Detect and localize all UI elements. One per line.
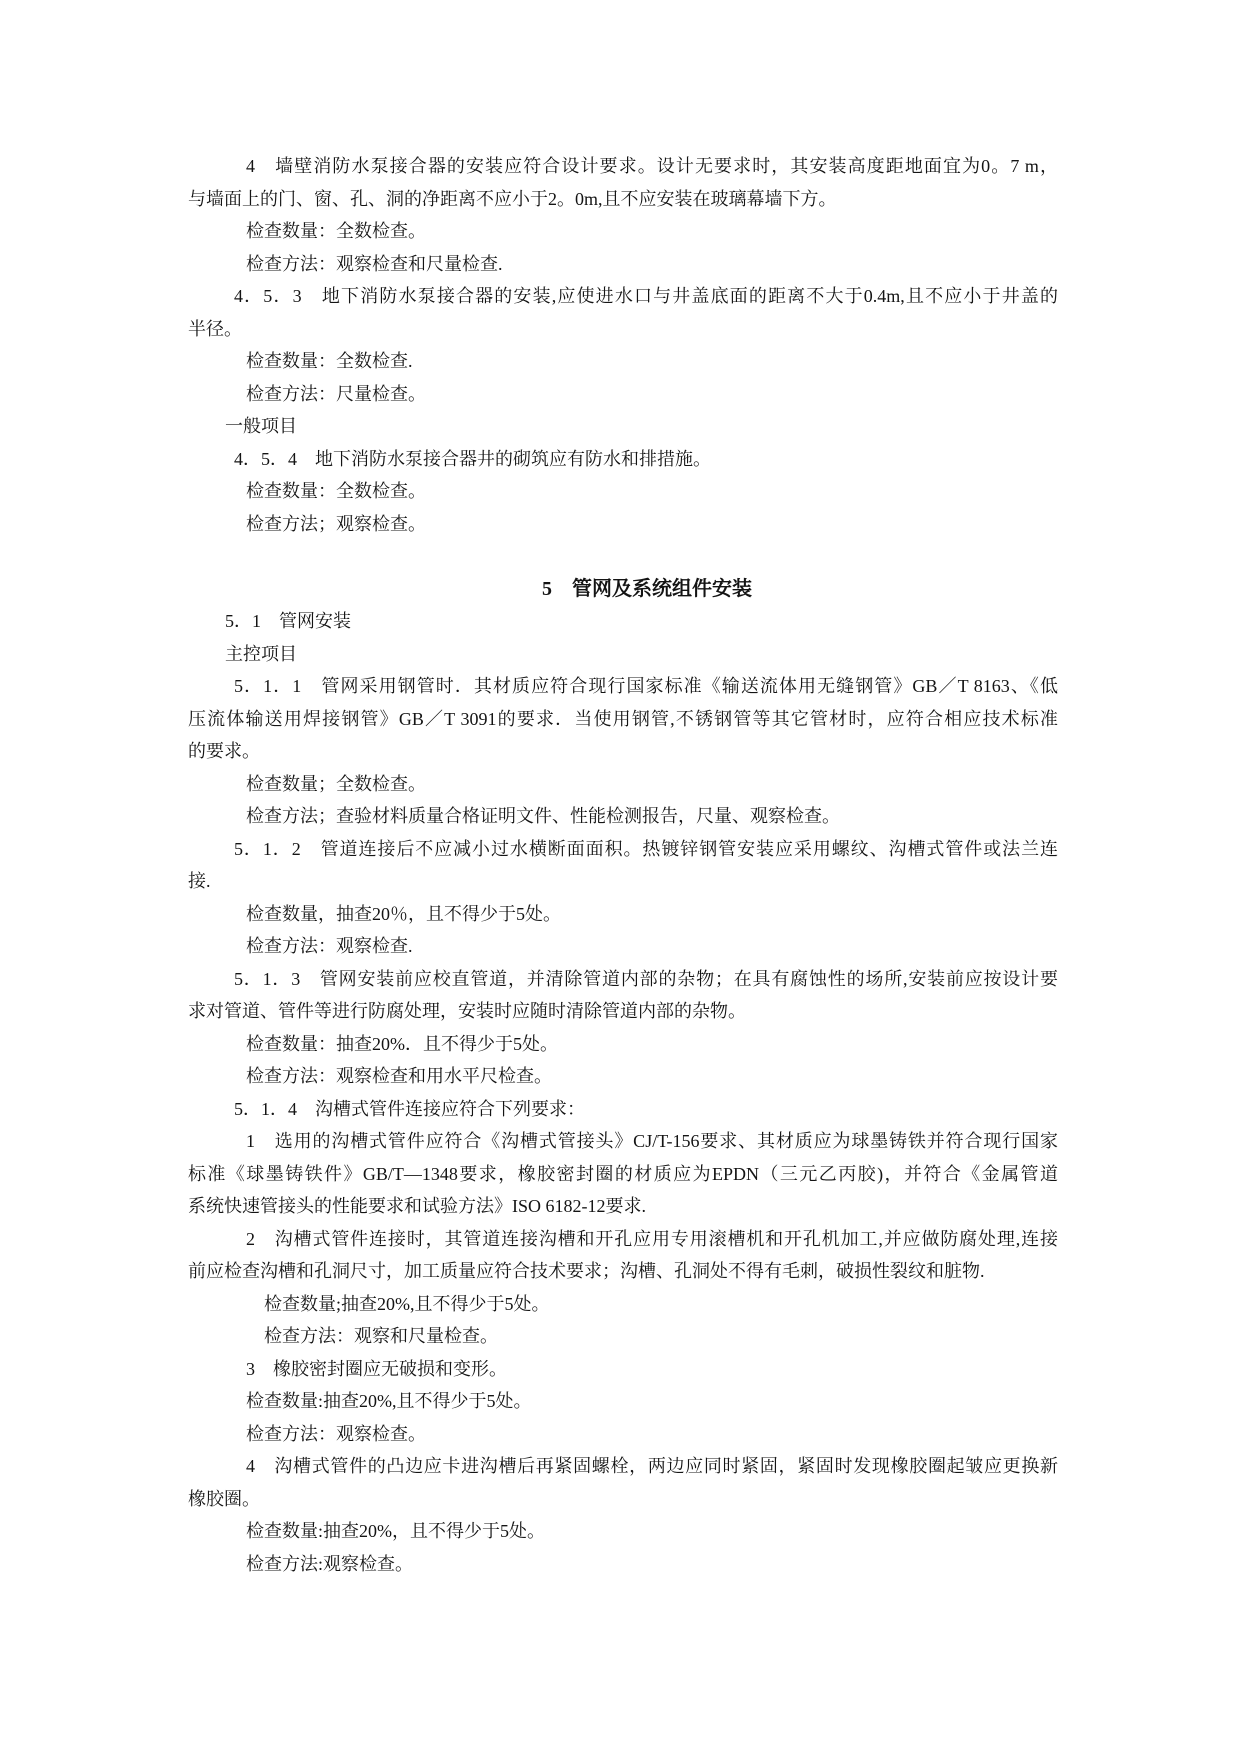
text-line: 标准《球墨铸铁件》GB/T—1348要求，橡胶密封圈的材质应为EPDN（三元乙丙胶)，并符合《金属管道	[188, 1163, 1058, 1184]
main-control-items-heading: 主控项目	[225, 643, 297, 664]
subsection-5-1-heading: 5．1 管网安装	[225, 611, 351, 631]
text-line: 5．1．2 管道连接后不应减小过水横断面面积。热镀锌钢管安装应采用螺纹、沟槽式管件或法兰连	[234, 838, 1058, 859]
check-quantity: 检查数量：全数检查。	[246, 481, 426, 501]
text-line: 1 选用的沟槽式管件应符合《沟槽式管接头》CJ/T-156要求、其材质应为球墨铸铁并符合现行国家	[246, 1131, 1058, 1151]
item-1-paragraph	[188, 1125, 1058, 1223]
clause-5-1-3	[188, 963, 1058, 1028]
text-line: 5．1．1 管网采用钢管时．其材质应符合现行国家标准《输送流体用无缝钢管》GB／T 8163、《低	[234, 676, 1058, 696]
clause-5-1-2	[188, 833, 1058, 898]
check-method: 检查方法：观察和尺量检查。	[264, 1326, 498, 1346]
check-method: 检查方法：观察检查.	[246, 936, 413, 956]
check-method: 检查方法；观察检查。	[246, 513, 426, 534]
check-quantity: 检查数量；全数检查。	[246, 773, 426, 794]
text-line: 4 沟槽式管件的凸边应卡进沟槽后再紧固螺栓，两边应同时紧固，紧固时发现橡胶圈起皱应更换新	[246, 1456, 1058, 1476]
clause-4-5-4: 4．5．4 地下消防水泵接合器井的砌筑应有防水和排措施。	[234, 448, 711, 469]
text-line: 4．5．3 地下消防水泵接合器的安装,应使进水口与井盖底面的距离不大于0.4m,且不应小于井盖的	[234, 286, 1058, 306]
check-quantity: 检查数量，抽查20％，且不得少于5处。	[246, 903, 561, 924]
check-quantity: 检查数量：抽查20%．且不得少于5处。	[246, 1033, 558, 1054]
check-method: 检查方法：尺量检查。	[246, 383, 426, 404]
item-4-groove-paragraph	[188, 1450, 1058, 1515]
check-quantity: 检查数量:抽查20%,且不得少于5处。	[246, 1391, 532, 1411]
check-method: 检查方法：观察检查。	[246, 1423, 426, 1444]
check-method: 检查方法：观察检查和尺量检查.	[246, 253, 503, 274]
item-2-paragraph	[188, 1223, 1058, 1288]
text-line: 2 沟槽式管件连接时，其管道连接沟槽和开孔应用专用滚槽机和开孔机加工,并应做防腐处理,连接	[246, 1228, 1058, 1249]
text-line: 5．1．3 管网安装前应校直管道，并清除管道内部的杂物；在具有腐蚀性的场所,安装前应按设计要	[234, 968, 1058, 989]
text-line: 求对管道、管件等进行防腐处理，安装时应随时清除管道内部的杂物。	[188, 1001, 746, 1021]
clause-5-1-1	[188, 670, 1058, 768]
check-method: 检查方法；查验材料质量合格证明文件、性能检测报告，尺量、观察检查。	[246, 806, 840, 826]
check-method: 检查方法:观察检查。	[246, 1553, 414, 1574]
text-line: 压流体输送用焊接钢管》GB／T 3091的要求．当使用钢管,不锈钢管等其它管材时，应符合相应技术标准	[188, 708, 1058, 729]
clause-4-5-3	[188, 280, 1058, 345]
text-line: 的要求。	[188, 741, 260, 761]
text-column	[188, 150, 1058, 1580]
text-line: 4 墙壁消防水泵接合器的安装应符合设计要求。设计无要求时，其安装高度距地面宜为0。7 m，	[246, 156, 1058, 176]
text-line: 系统快速管接头的性能要求和试验方法》ISO 6182-12要求.	[188, 1196, 646, 1216]
check-quantity: 检查数量：全数检查。	[246, 221, 426, 241]
item-4-paragraph	[188, 150, 1058, 215]
check-method: 检查方法：观察检查和用水平尺检查。	[246, 1066, 552, 1086]
text-line: 前应检查沟槽和孔洞尺寸，加工质量应符合技术要求；沟槽、孔洞处不得有毛刺，破损性裂纹和脏物.	[188, 1261, 985, 1281]
section-5-title: 5 管网及系统组件安装	[542, 577, 752, 600]
check-quantity: 检查数量;抽查20%,且不得少于5处。	[264, 1293, 550, 1314]
text-line: 与墙面上的门、窗、孔、洞的净距离不应小于2。0m,且不应安装在玻璃幕墙下方。	[188, 188, 837, 209]
text-line: 接.	[188, 871, 211, 891]
general-items-heading: 一般项目	[225, 416, 297, 436]
text-line: 半径。	[188, 318, 242, 339]
item-3-paragraph: 3 橡胶密封圈应无破损和变形。	[246, 1358, 507, 1379]
clause-5-1-4: 5．1．4 沟槽式管件连接应符合下列要求：	[234, 1098, 585, 1119]
text-line: 橡胶圈。	[188, 1488, 260, 1509]
check-quantity: 检查数量:抽查20%，且不得少于5处。	[246, 1521, 545, 1541]
check-quantity: 检查数量：全数检查.	[246, 351, 413, 371]
